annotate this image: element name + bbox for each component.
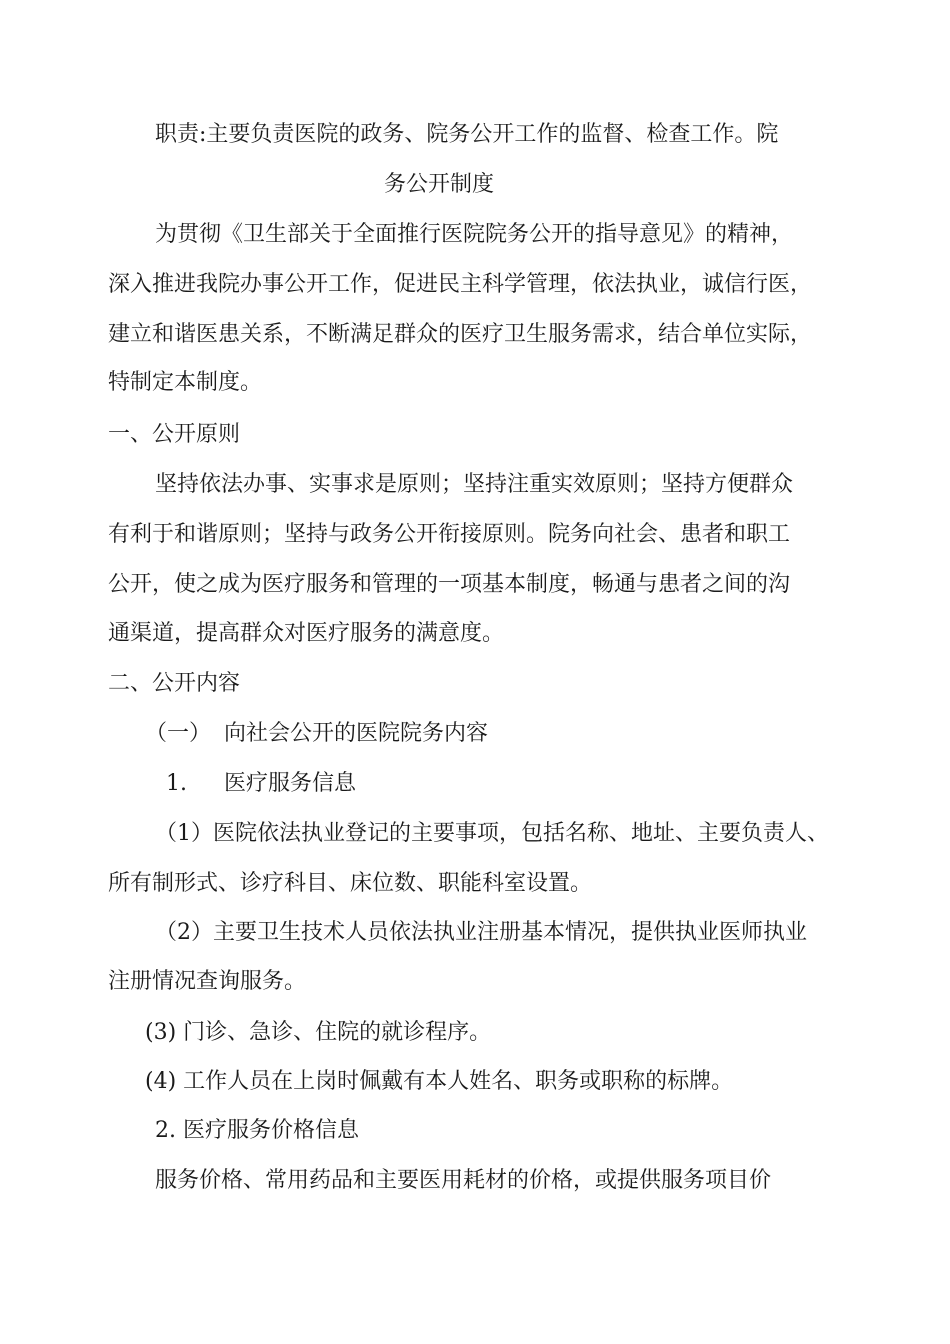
paragraph-line: 注册情况查询服务。: [108, 969, 307, 994]
paragraph-line: （1）医院依法执业登记的主要事项，包括名称、地址、主要负责人、: [155, 821, 829, 846]
section-title: 务公开制度: [384, 172, 495, 197]
paragraph-line: 有利于和谐原则；坚持与政务公开衔接原则。院务向社会、患者和职工: [108, 522, 791, 547]
duty-line: 职责:主要负责医院的政务、院务公开工作的监督、检查工作。院: [155, 122, 779, 147]
paragraph-line: (3) 门诊、急诊、住院的就诊程序。: [145, 1020, 492, 1045]
paragraph-line: (4) 工作人员在上岗时佩戴有本人姓名、职务或职称的标牌。: [145, 1069, 734, 1094]
paragraph-line: 通渠道，提高群众对医疗服务的满意度。: [108, 621, 505, 646]
item-title: 医疗服务信息: [224, 771, 357, 796]
subheading-number: （一）: [145, 721, 212, 746]
paragraph-line: 坚持依法办事、实事求是原则；坚持注重实效原则；坚持方便群众: [155, 472, 794, 497]
paragraph-line: 建立和谐医患关系，不断满足群众的医疗卫生服务需求，结合单位实际，: [108, 322, 813, 347]
item-number: 1.: [166, 771, 187, 796]
item-title: 2. 医疗服务价格信息: [155, 1118, 359, 1143]
subheading-text: 向社会公开的医院院务内容: [224, 721, 489, 746]
heading-contents: 二、公开内容: [108, 671, 241, 696]
paragraph-line: 为贯彻《卫生部关于全面推行医院院务公开的指导意见》的精神，: [155, 222, 794, 247]
heading-principles: 一、公开原则: [108, 422, 241, 447]
paragraph-line: 所有制形式、诊疗科目、床位数、职能科室设置。: [108, 871, 593, 896]
paragraph-line: （2）主要卫生技术人员依法执业注册基本情况，提供执业医师执业: [155, 920, 807, 945]
paragraph-line: 深入推进我院办事公开工作，促进民主科学管理，依法执业，诚信行医，: [108, 272, 813, 297]
paragraph-line: 公开，使之成为医疗服务和管理的一项基本制度，畅通与患者之间的沟: [108, 572, 791, 597]
paragraph-line: 服务价格、常用药品和主要医用耗材的价格，或提供服务项目价: [155, 1168, 772, 1193]
paragraph-line: 特制定本制度。: [108, 370, 263, 395]
